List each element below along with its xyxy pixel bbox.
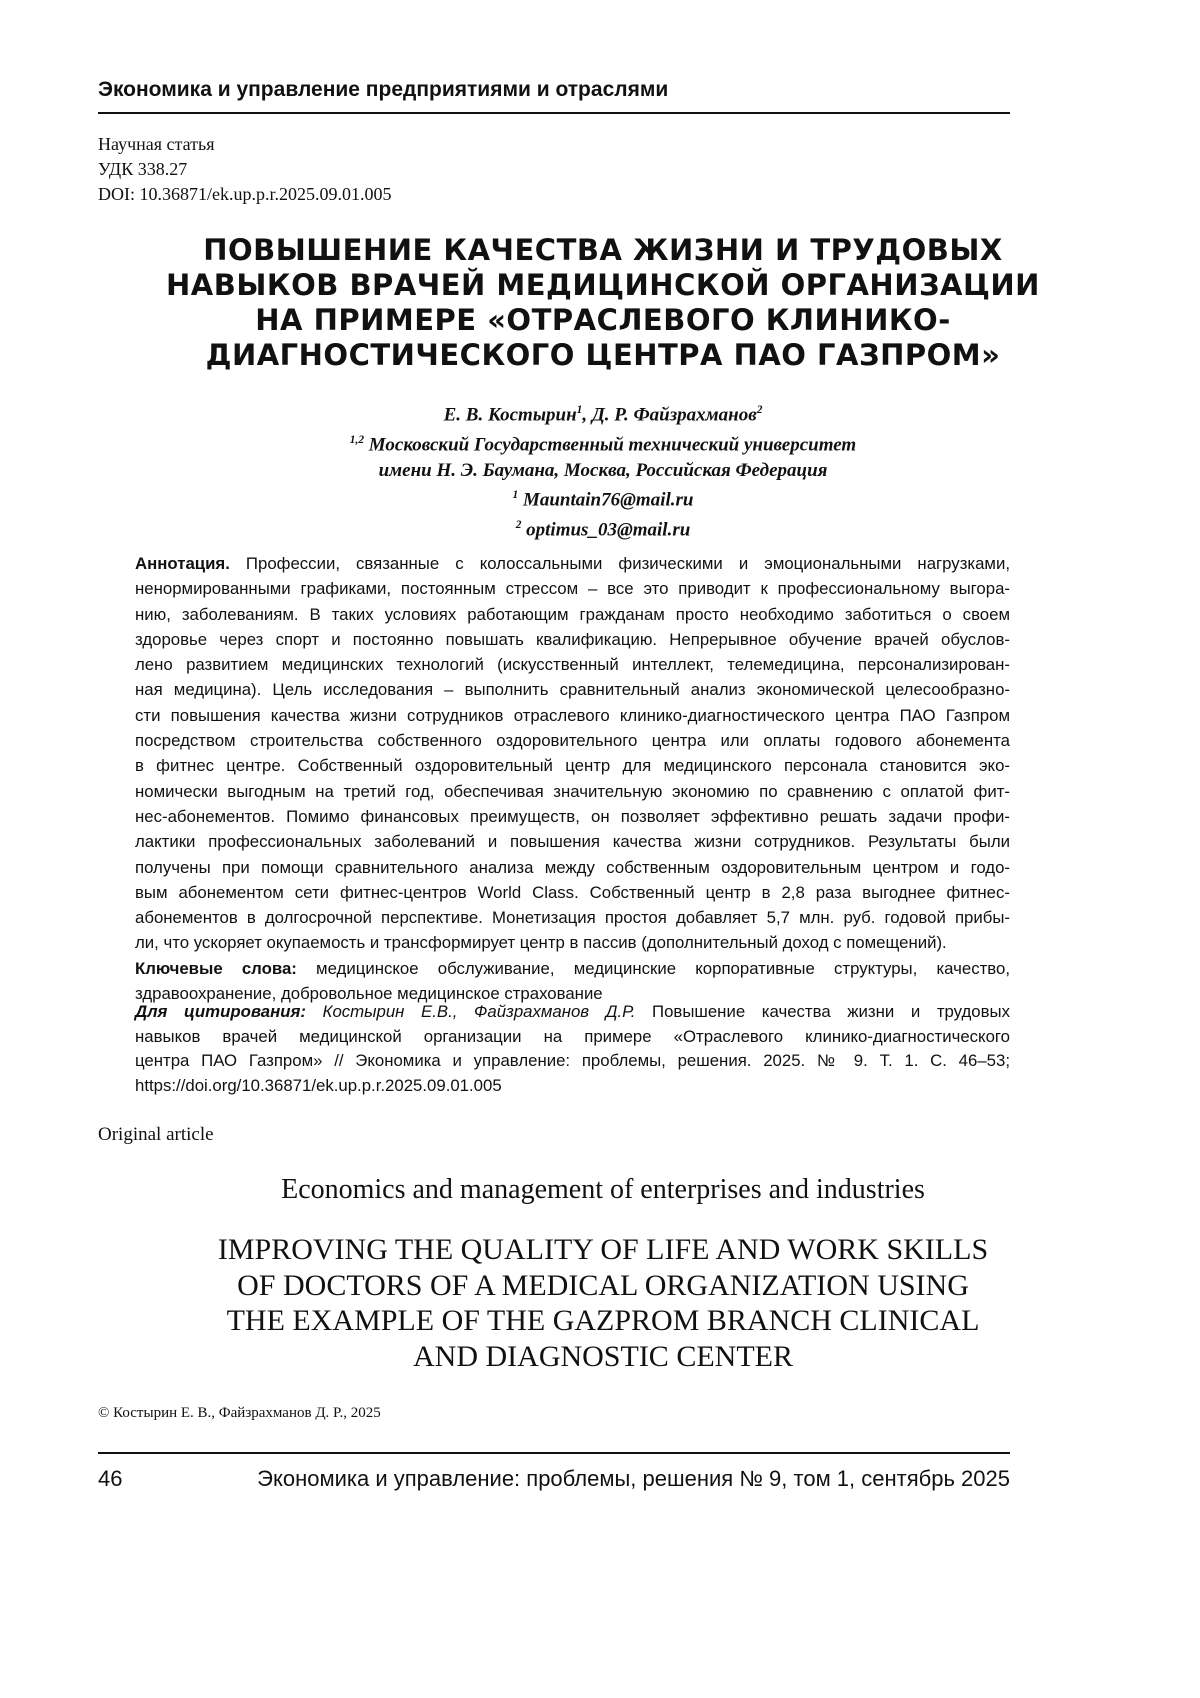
citation-block: [135, 1000, 1010, 1098]
doi[interactable]: DOI: 10.36871/ek.up.p.r.2025.09.01.005: [98, 184, 392, 204]
title-ru-line: ДИАГНОСТИЧЕСКОГО ЦЕНТРА ПАО ГАЗПРОМ»: [205, 338, 1001, 372]
keywords-label: Ключевые слова:: [135, 958, 297, 978]
abstract-line: получены при помощи сравнительного анализа между собственным оздоровительным центром и годо-: [135, 857, 1010, 877]
abstract-line: нес-абонементов. Помимо финансовых преимуществ, он позволяет эффективно решать задачи профи-: [135, 806, 1010, 826]
title-en-line: AND DIAGNOSTIC CENTER: [413, 1339, 793, 1373]
journal-section-header: Экономика и управление предприятиями и отраслями: [98, 78, 669, 101]
abstract-line: лактики профессиональных заболеваний и повышения качества жизни сотрудников. Результаты были: [135, 832, 1010, 852]
email-link[interactable]: Mauntain76@mail.ru: [518, 489, 694, 511]
abstract-line: абонементов в долгосрочной перспективе. Монетизация простоя добавляет 5,7 млн. руб. годовой прибы-: [135, 908, 1010, 928]
title-ru-line: ПОВЫШЕНИЕ КАЧЕСТВА ЖИЗНИ И ТРУДОВЫХ: [203, 233, 1003, 267]
author-sep: ,: [582, 404, 592, 426]
original-article-label: Original article: [98, 1124, 214, 1145]
authors-block: [98, 398, 1108, 543]
title-en-line: THE EXAMPLE OF THE GAZPROM BRANCH CLINICAL: [226, 1304, 980, 1337]
section-en: Economics and management of enterprises and industries: [281, 1174, 925, 1205]
abstract-line: в фитнес центре. Собственный оздоровительный центр для медицинского персонала становится эко-: [135, 756, 1010, 776]
abstract-line: номически выгодным на третий год, обеспечивая значительную экономию по сравнению с оплатой фит-: [135, 781, 1010, 801]
article-type: Научная статья: [98, 134, 215, 154]
email-sup: 2: [515, 518, 522, 531]
title-ru: [98, 233, 1108, 373]
journal-footer: Экономика и управление: проблемы, решения № 9, том 1, сентябрь 2025: [257, 1466, 1010, 1491]
keywords-text: медицинское обслуживание, медицинские корпоративные структуры, качество,: [296, 958, 1010, 978]
title-en: [98, 1232, 1108, 1374]
title-en-line: OF DOCTORS OF A MEDICAL ORGANIZATION USING: [237, 1268, 969, 1302]
title-ru-line: НА ПРИМЕРЕ «ОТРАСЛЕВОГО КЛИНИКО-: [255, 303, 951, 337]
abstract-line: [135, 551, 1010, 576]
title-ru-line: НАВЫКОВ ВРАЧЕЙ МЕДИЦИНСКОЙ ОРГАНИЗАЦИИ: [166, 268, 1040, 302]
author-name: Е. В. Костырин: [443, 404, 577, 426]
citation-doi-link[interactable]: https://doi.org/10.36871/ek.up.p.r.2025.09.01.005: [135, 1075, 502, 1095]
affiliation: Московский Государственный технический университет: [364, 434, 857, 456]
article-meta: [98, 132, 391, 207]
copyright: © Костырин Е. В., Файзрахманов Д. Р., 2025: [98, 1405, 381, 1421]
abstract-line: нию, заболеваниям. В таких условиях работающим гражданам просто необходимо заботиться о своем: [135, 604, 1010, 624]
abstract-line: посредством строительства собственного оздоровительного центра или оплаты годового абонемента: [135, 731, 1010, 751]
abstract-line: ли, что ускоряет окупаемость и трансформирует центр в пассив (дополнительный доход с помещений).: [135, 933, 947, 953]
author-name: Д. Р. Файзрахманов: [591, 404, 757, 426]
footer-divider: [98, 1452, 1010, 1454]
abstract-label: Аннотация.: [135, 554, 230, 573]
author-sup: 2: [756, 404, 763, 416]
abstract: [135, 551, 1010, 1006]
abstract-line: здоровье через спорт и постоянно повышать квалификацию. Непрерывное обучение врачей обуслов-: [135, 629, 1010, 649]
abstract-text: Профессии, связанные с колоссальными физическими и эмоциональными нагрузками,: [229, 554, 1010, 573]
author-sup: 1: [576, 404, 583, 416]
citation-label: Для цитирования:: [135, 1002, 306, 1021]
abstract-line: сти повышения качества жизни сотрудников отраслевого клинико-диагностического центра ПАО Газпром: [135, 705, 1010, 725]
citation-text: Повышение качества жизни и трудовых: [635, 1002, 1010, 1021]
citation-line: центра ПАО Газпром» // Экономика и управление: проблемы, решения. 2025. № 9. Т. 1. С. 46–53;: [135, 1051, 1010, 1070]
abstract-line: вым абонементом сети фитнес-центров World Class. Собственный центр в 2,8 раза выгоднее фитнес-: [135, 882, 1010, 902]
page-number: 46: [98, 1466, 123, 1491]
keywords-line: [135, 956, 1010, 981]
header-divider: [98, 112, 1010, 114]
citation-line: навыков врачей медицинской организации на примере «Отраслевого клинико-диагностического: [135, 1026, 1010, 1046]
abstract-line: лено развитием медицинских технологий (искусственный интеллект, телемедицина, персонализирован-: [135, 655, 1010, 675]
citation-line: [135, 1000, 1010, 1025]
affiliation-sup: 1,2: [349, 433, 365, 446]
keywords-line: здравоохранение, добровольное медицинское страхование: [135, 984, 603, 1004]
abstract-line: ная медицина). Цель исследования – выполнить сравнительный анализ экономической целесообразно-: [135, 680, 1010, 700]
abstract-line: ненормированными графиками, постоянным стрессом – все это приводит к профессиональному выгора-: [135, 579, 1010, 599]
title-en-line: IMPROVING THE QUALITY OF LIFE AND WORK SKILLS: [217, 1233, 989, 1266]
citation-authors: Костырин Е.В., Файзрахманов Д.Р.: [305, 1002, 636, 1021]
email-sup: 1: [512, 489, 519, 502]
email-link[interactable]: optimus_03@mail.ru: [521, 519, 691, 541]
affiliation: имени Н. Э. Баумана, Москва, Российская Федерация: [378, 459, 828, 481]
udk: УДК 338.27: [98, 159, 188, 179]
